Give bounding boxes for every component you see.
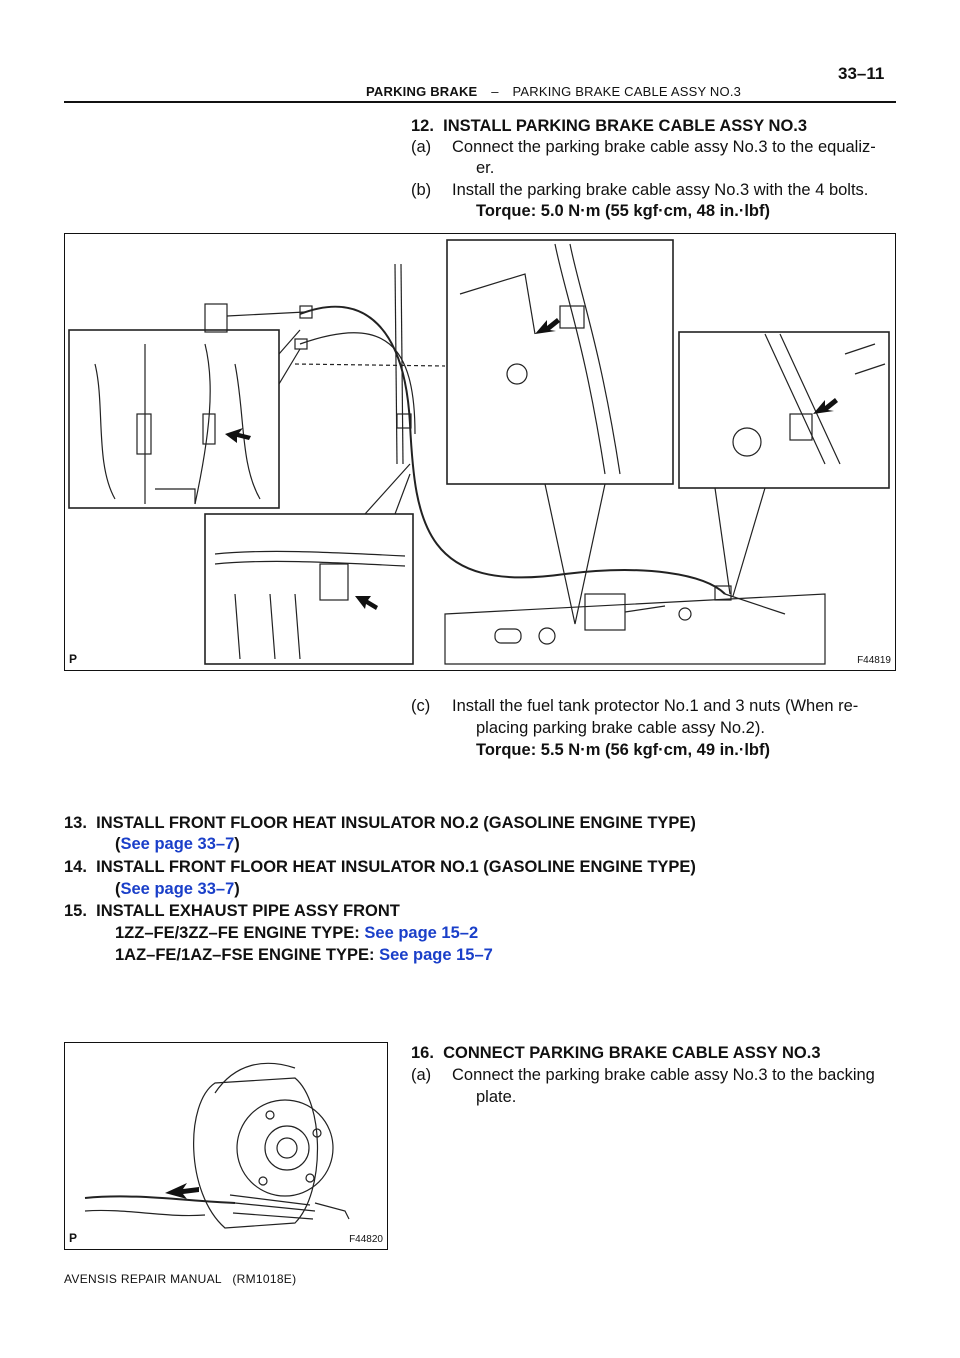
step-12c-torque: Torque: 5.5 N·m (56 kgf·cm, 49 in.·lbf) <box>476 741 770 759</box>
step-12b-label: (b) <box>411 181 432 199</box>
step-16-title: 16. CONNECT PARKING BRAKE CABLE ASSY NO.3 <box>411 1044 821 1062</box>
step-13-ref-close: ) <box>234 835 240 853</box>
step-12c-label: (c) <box>411 697 431 715</box>
step-13-ref <box>115 834 240 855</box>
step-13-link[interactable]: See page 33–7 <box>120 835 235 853</box>
step-14-ref-open: ( <box>115 880 121 898</box>
header-subsection: PARKING BRAKE CABLE ASSY NO.3 <box>512 84 742 99</box>
step-14-ref <box>115 879 240 900</box>
header-section: PARKING BRAKE <box>366 84 478 99</box>
figure-1-code: F44819 <box>857 655 891 666</box>
step-15-link-1[interactable]: See page 15–2 <box>364 924 479 942</box>
figure-2-code: F44820 <box>349 1234 383 1245</box>
step-12a-text: Connect the parking brake cable assy No.3 to the equaliz- <box>452 138 876 156</box>
callout-arrows <box>225 318 838 610</box>
figure-backing-plate <box>64 1042 388 1250</box>
step-15-title: 15. INSTALL EXHAUST PIPE ASSY FRONT <box>64 902 400 920</box>
header-separator: – <box>491 84 499 99</box>
step-14-link[interactable]: See page 33–7 <box>120 880 235 898</box>
page-footer: AVENSIS REPAIR MANUAL (RM1018E) <box>64 1272 297 1286</box>
step-13-ref-open: ( <box>115 835 121 853</box>
step-13-title: 13. INSTALL FRONT FLOOR HEAT INSULATOR NO.2 (GASOLINE ENGINE TYPE) <box>64 814 696 832</box>
step-15-line-2-label: 1AZ–FE/1AZ–FSE ENGINE TYPE: <box>115 946 380 964</box>
figure-1-marker: P <box>69 652 78 666</box>
step-12a-label: (a) <box>411 138 432 156</box>
step-16a-text-cont: plate. <box>476 1088 517 1106</box>
figure-cable-routing <box>64 233 896 671</box>
step-15-line-1 <box>115 923 478 944</box>
backing-plate-illustration <box>65 1043 387 1249</box>
step-12c-text: Install the fuel tank protector No.1 and 3 nuts (When re- <box>452 697 859 715</box>
running-header <box>366 84 741 99</box>
step-15-link-2[interactable]: See page 15–7 <box>379 946 493 964</box>
step-14-title: 14. INSTALL FRONT FLOOR HEAT INSULATOR NO.1 (GASOLINE ENGINE TYPE) <box>64 858 696 876</box>
page-number: 33–11 <box>838 64 885 83</box>
step-12c-text-cont: placing parking brake cable assy No.2). <box>476 719 765 737</box>
callout-arrow-backing-plate <box>165 1183 199 1199</box>
figure-2-marker: P <box>69 1231 78 1245</box>
cable-routing-illustration <box>65 234 895 670</box>
step-12-title: 12. INSTALL PARKING BRAKE CABLE ASSY NO.3 <box>411 117 808 135</box>
step-15-line-2 <box>115 945 493 966</box>
step-14-ref-close: ) <box>234 880 240 898</box>
step-12a-text-cont: er. <box>476 159 495 177</box>
step-15-line-1-label: 1ZZ–FE/3ZZ–FE ENGINE TYPE: <box>115 924 365 942</box>
header-rule <box>64 101 896 103</box>
step-12b-torque: Torque: 5.0 N·m (55 kgf·cm, 48 in.·lbf) <box>476 202 770 220</box>
step-16a-label: (a) <box>411 1066 432 1084</box>
step-16a-text: Connect the parking brake cable assy No.3 to the backing <box>452 1066 875 1084</box>
step-12b-text: Install the parking brake cable assy No.3 with the 4 bolts. <box>452 181 869 199</box>
